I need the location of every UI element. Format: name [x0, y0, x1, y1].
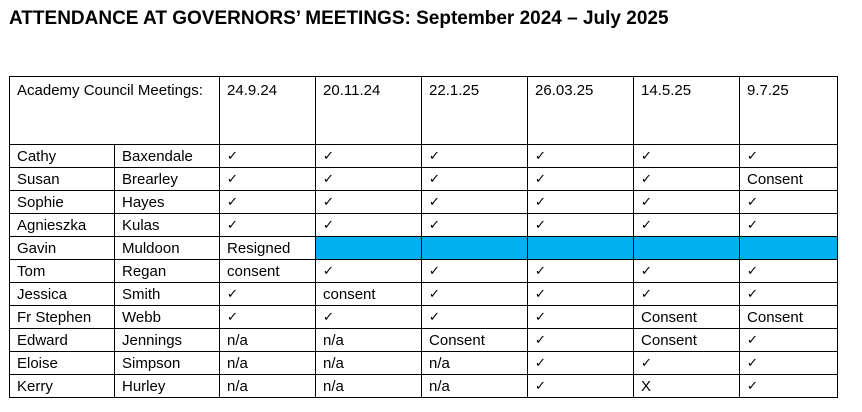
check-icon: ✓: [428, 287, 441, 302]
check-icon: ✓: [226, 287, 239, 302]
attendance-cell: [220, 145, 316, 168]
first-name-cell: Gavin: [10, 237, 115, 260]
check-icon: ✓: [322, 195, 335, 210]
attendance-cell: [740, 329, 838, 352]
last-name-cell: Hurley: [115, 375, 220, 398]
attendance-cell: [634, 168, 740, 191]
attendance-cell: [634, 352, 740, 375]
meeting-date: 20.11.24: [316, 77, 422, 145]
check-icon: ✓: [746, 195, 759, 210]
meeting-date: 9.7.25: [740, 77, 838, 145]
check-icon: ✓: [428, 264, 441, 279]
attendance-cell: [220, 214, 316, 237]
table-row: [10, 214, 838, 237]
attendance-cell: [634, 260, 740, 283]
attendance-cell: [220, 283, 316, 306]
attendance-cell: [740, 191, 838, 214]
no-attendance-cell: [422, 237, 528, 260]
check-icon: ✓: [640, 287, 653, 302]
attendance-cell: [220, 168, 316, 191]
attendance-cell: n/a: [220, 352, 316, 375]
table-row: [10, 145, 838, 168]
check-icon: ✓: [534, 149, 547, 164]
attendance-cell: [528, 168, 634, 191]
check-icon: ✓: [746, 333, 759, 348]
attendance-cell: n/a: [316, 352, 422, 375]
meeting-date: 26.03.25: [528, 77, 634, 145]
check-icon: ✓: [322, 310, 335, 325]
attendance-cell: n/a: [220, 329, 316, 352]
attendance-cell: [740, 283, 838, 306]
first-name-cell: Sophie: [10, 191, 115, 214]
meeting-date: 22.1.25: [422, 77, 528, 145]
check-icon: ✓: [322, 149, 335, 164]
check-icon: ✓: [746, 287, 759, 302]
no-attendance-cell: [528, 237, 634, 260]
first-name-cell: Edward: [10, 329, 115, 352]
check-icon: ✓: [428, 172, 441, 187]
check-icon: ✓: [640, 195, 653, 210]
attendance-cell: [422, 306, 528, 329]
check-icon: ✓: [226, 149, 239, 164]
attendance-cell: [316, 306, 422, 329]
attendance-cell: n/a: [422, 352, 528, 375]
attendance-cell: [740, 352, 838, 375]
first-name-cell: Kerry: [10, 375, 115, 398]
check-icon: ✓: [640, 356, 653, 371]
last-name-cell: Muldoon: [115, 237, 220, 260]
attendance-cell: [528, 145, 634, 168]
attendance-table: [9, 76, 838, 398]
check-icon: ✓: [534, 195, 547, 210]
table-row: [10, 352, 838, 375]
attendance-cell: [422, 191, 528, 214]
attendance-cell: Resigned: [220, 237, 316, 260]
table-row: [10, 260, 838, 283]
check-icon: ✓: [428, 149, 441, 164]
check-icon: ✓: [322, 218, 335, 233]
attendance-cell: [220, 191, 316, 214]
attendance-cell: consent: [220, 260, 316, 283]
attendance-cell: [422, 145, 528, 168]
attendance-cell: [528, 214, 634, 237]
attendance-cell: [316, 214, 422, 237]
header-label: Academy Council Meetings:: [10, 77, 220, 145]
check-icon: ✓: [226, 310, 239, 325]
check-icon: ✓: [640, 172, 653, 187]
attendance-cell: [528, 260, 634, 283]
attendance-cell: consent: [316, 283, 422, 306]
last-name-cell: Webb: [115, 306, 220, 329]
table-row: [10, 237, 838, 260]
attendance-cell: [528, 283, 634, 306]
last-name-cell: Smith: [115, 283, 220, 306]
check-icon: ✓: [428, 310, 441, 325]
check-icon: ✓: [746, 356, 759, 371]
no-attendance-cell: [316, 237, 422, 260]
table-row: [10, 283, 838, 306]
attendance-cell: Consent: [740, 306, 838, 329]
attendance-cell: n/a: [220, 375, 316, 398]
check-icon: ✓: [640, 218, 653, 233]
attendance-cell: [740, 145, 838, 168]
header-row: [10, 77, 838, 145]
first-name-cell: Fr Stephen: [10, 306, 115, 329]
attendance-cell: [422, 260, 528, 283]
check-icon: ✓: [428, 195, 441, 210]
attendance-cell: [740, 260, 838, 283]
first-name-cell: Tom: [10, 260, 115, 283]
attendance-cell: n/a: [422, 375, 528, 398]
attendance-cell: Consent: [740, 168, 838, 191]
last-name-cell: Kulas: [115, 214, 220, 237]
attendance-cell: [740, 214, 838, 237]
meeting-date: 14.5.25: [634, 77, 740, 145]
attendance-cell: [316, 260, 422, 283]
table-row: [10, 329, 838, 352]
attendance-cell: [422, 283, 528, 306]
attendance-cell: [740, 375, 838, 398]
meeting-date: 24.9.24: [220, 77, 316, 145]
check-icon: ✓: [640, 264, 653, 279]
attendance-cell: Consent: [634, 306, 740, 329]
attendance-cell: [528, 375, 634, 398]
last-name-cell: Brearley: [115, 168, 220, 191]
first-name-cell: Susan: [10, 168, 115, 191]
no-attendance-cell: [634, 237, 740, 260]
check-icon: ✓: [534, 287, 547, 302]
attendance-cell: [220, 306, 316, 329]
attendance-cell: [528, 329, 634, 352]
check-icon: ✓: [322, 264, 335, 279]
check-icon: ✓: [746, 264, 759, 279]
attendance-cell: [316, 145, 422, 168]
member-rows: [10, 145, 838, 398]
check-icon: ✓: [746, 379, 759, 394]
check-icon: ✓: [226, 195, 239, 210]
attendance-cell: [422, 214, 528, 237]
check-icon: ✓: [322, 172, 335, 187]
check-icon: ✓: [428, 218, 441, 233]
last-name-cell: Regan: [115, 260, 220, 283]
attendance-cell: [528, 191, 634, 214]
last-name-cell: Jennings: [115, 329, 220, 352]
attendance-cell: n/a: [316, 375, 422, 398]
attendance-cell: [528, 352, 634, 375]
attendance-cell: [634, 191, 740, 214]
last-name-cell: Baxendale: [115, 145, 220, 168]
check-icon: ✓: [534, 333, 547, 348]
check-icon: ✓: [534, 379, 547, 394]
attendance-cell: [316, 191, 422, 214]
check-icon: ✓: [746, 149, 759, 164]
attendance-cell: [422, 168, 528, 191]
table-row: [10, 168, 838, 191]
check-icon: ✓: [534, 356, 547, 371]
attendance-cell: [634, 145, 740, 168]
attendance-cell: [634, 214, 740, 237]
first-name-cell: Eloise: [10, 352, 115, 375]
last-name-cell: Simpson: [115, 352, 220, 375]
check-icon: ✓: [534, 264, 547, 279]
attendance-cell: n/a: [316, 329, 422, 352]
check-icon: ✓: [226, 172, 239, 187]
first-name-cell: Cathy: [10, 145, 115, 168]
check-icon: ✓: [226, 218, 239, 233]
attendance-cell: [316, 168, 422, 191]
check-icon: ✓: [640, 149, 653, 164]
table-row: [10, 306, 838, 329]
check-icon: ✓: [746, 218, 759, 233]
check-icon: ✓: [534, 218, 547, 233]
first-name-cell: Jessica: [10, 283, 115, 306]
attendance-cell: Consent: [422, 329, 528, 352]
page-title: ATTENDANCE AT GOVERNORS’ MEETINGS: September 2024 – July 2025: [9, 8, 669, 29]
attendance-cell: [528, 306, 634, 329]
first-name-cell: Agnieszka: [10, 214, 115, 237]
table-row: [10, 191, 838, 214]
check-icon: ✓: [534, 310, 547, 325]
attendance-cell: Consent: [634, 329, 740, 352]
last-name-cell: Hayes: [115, 191, 220, 214]
attendance-cell: X: [634, 375, 740, 398]
attendance-cell: [634, 283, 740, 306]
no-attendance-cell: [740, 237, 838, 260]
table-row: [10, 375, 838, 398]
check-icon: ✓: [534, 172, 547, 187]
